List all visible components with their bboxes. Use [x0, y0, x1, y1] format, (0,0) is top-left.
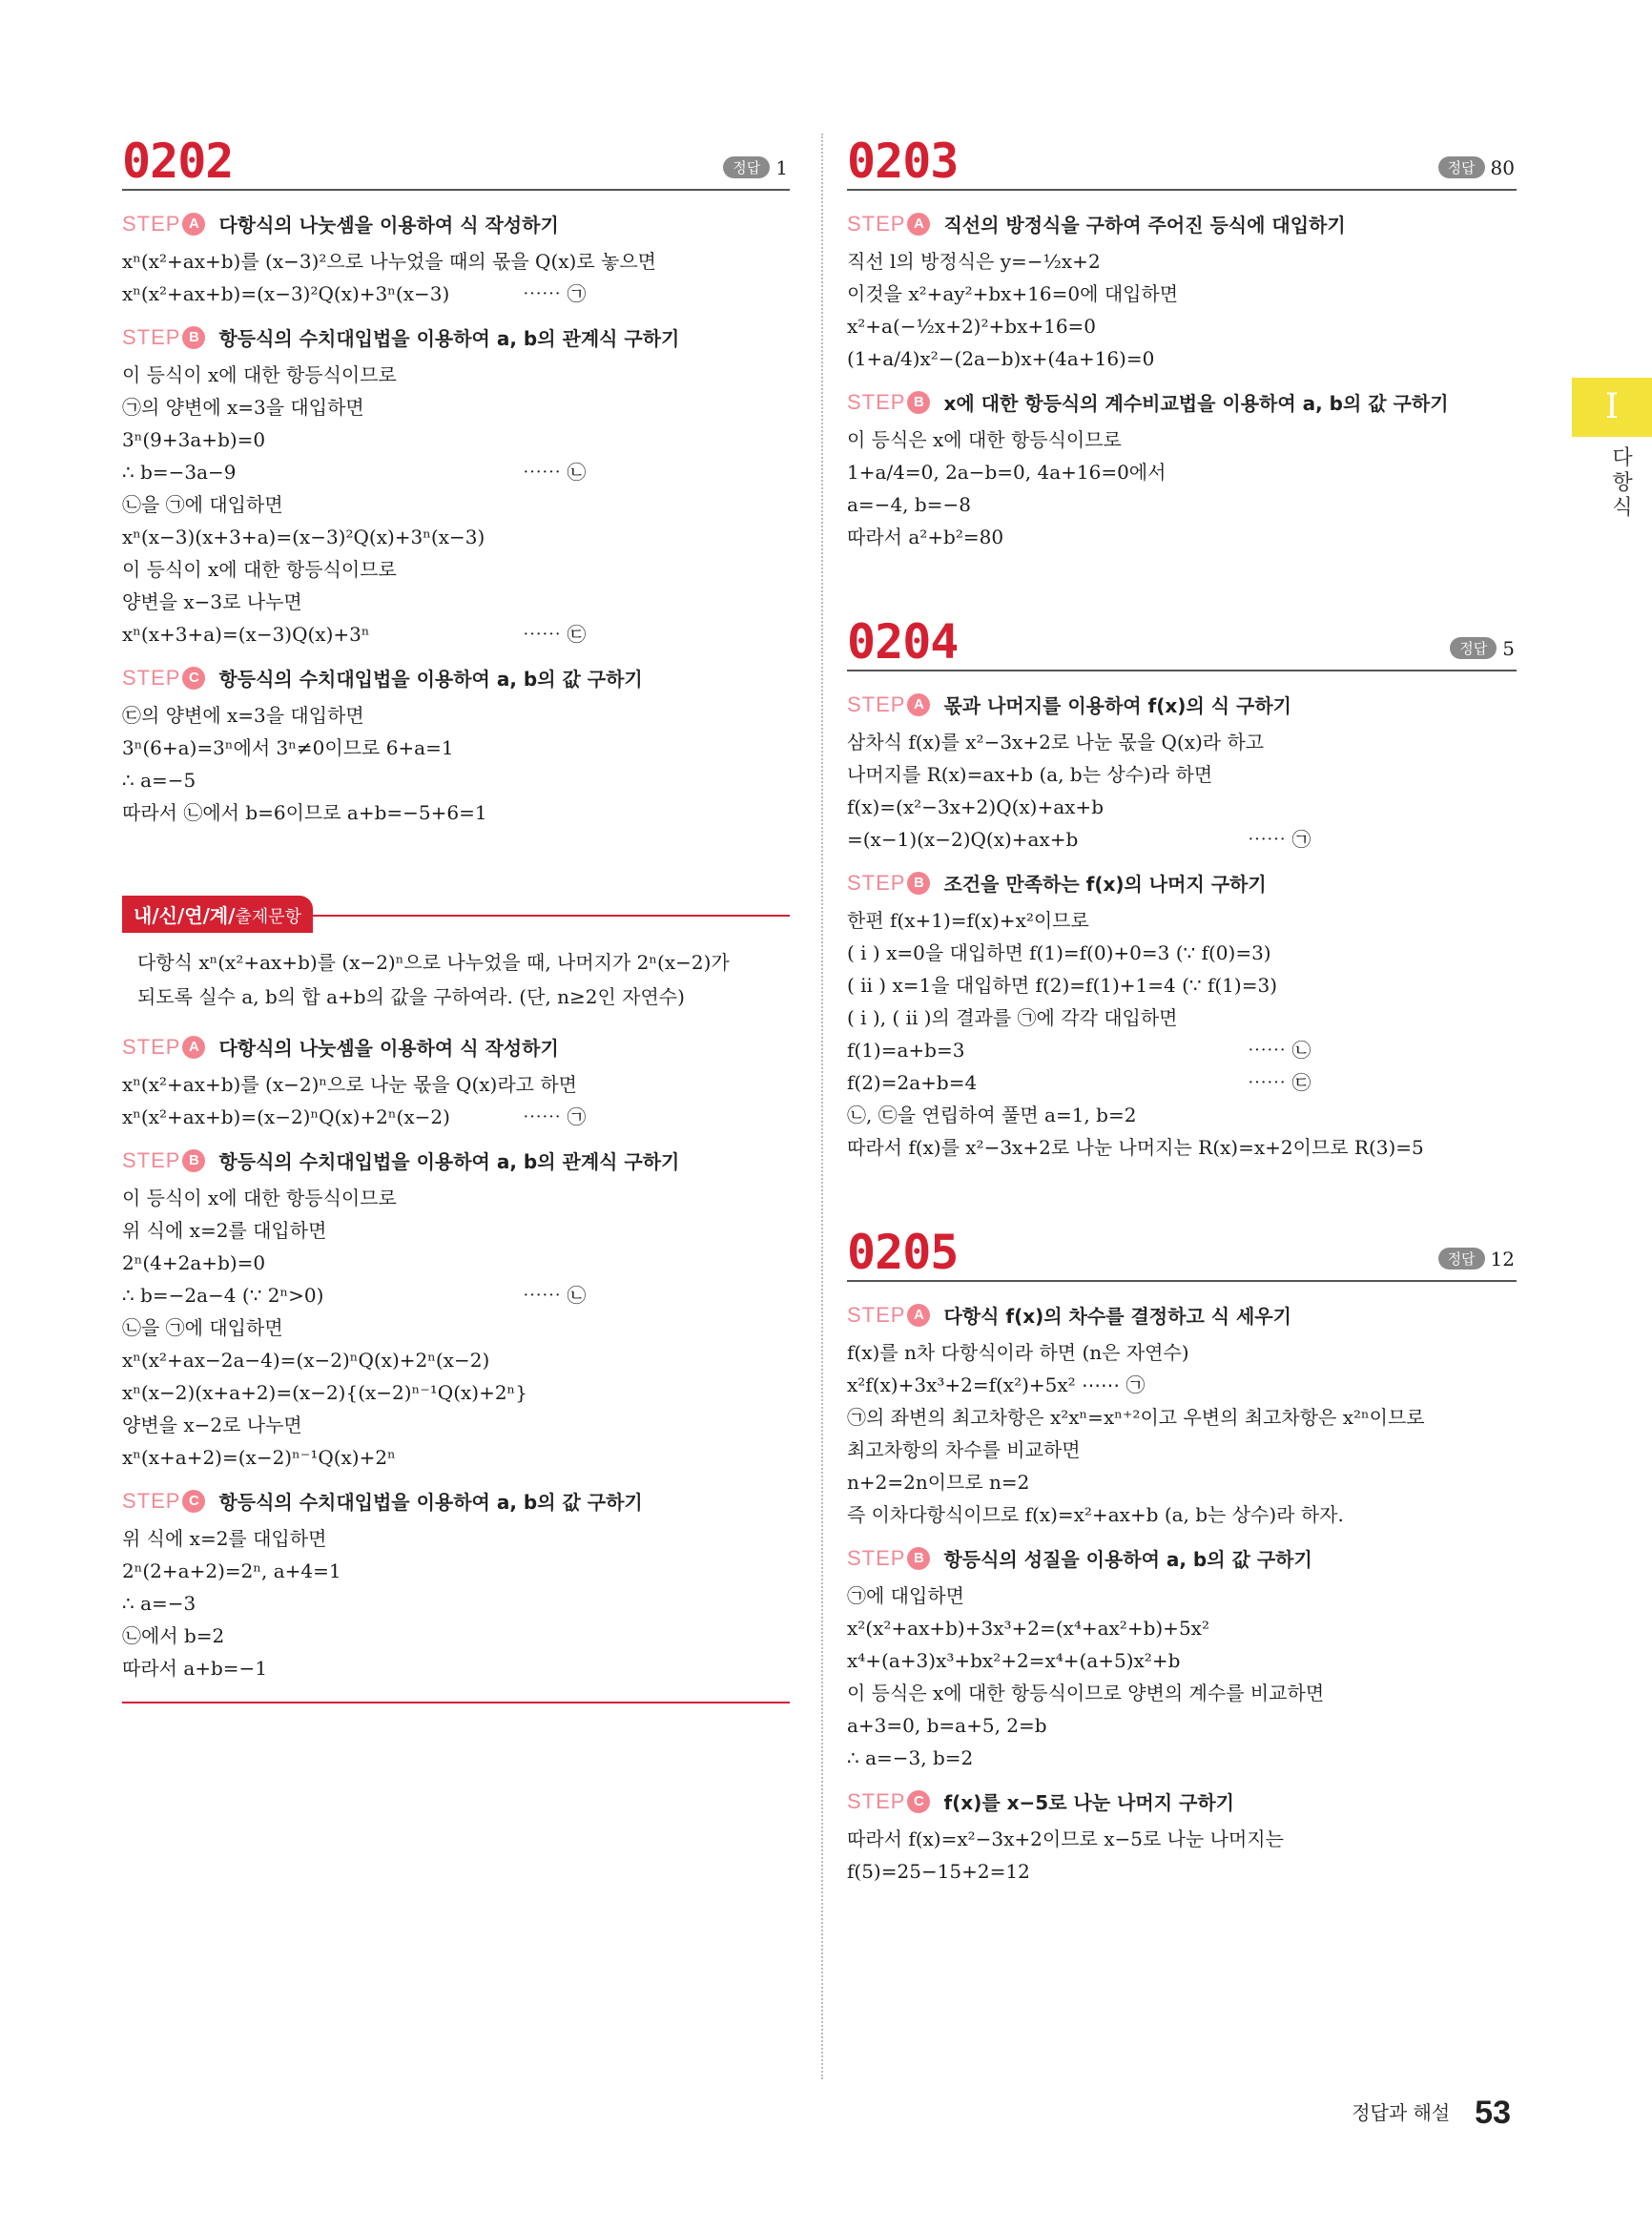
column-divider — [821, 134, 823, 2079]
line-text: xⁿ(x²+ax+b)=(x−2)ⁿQ(x)+2ⁿ(x−2) — [122, 1105, 450, 1128]
line-text: 이 등식은 x에 대한 항등식이므로 양변의 계수를 비교하면 — [847, 1682, 1325, 1704]
solution-line — [847, 904, 1517, 937]
solution-line — [847, 1709, 1517, 1742]
step-letter-icon: C — [182, 1490, 205, 1513]
chapter-label: 다항식 — [1612, 446, 1633, 520]
step-letter-icon: B — [182, 1149, 205, 1172]
line-text: xⁿ(x²+ax+b)를 (x−3)²으로 나누었을 때의 몫을 Q(x)로 놓으면 — [122, 250, 656, 273]
step-title: 항등식의 성질을 이용하여 a, b의 값 구하기 — [943, 1548, 1312, 1571]
answer-value: 1 — [775, 156, 788, 179]
line-text: 이 등식이 x에 대한 항등식이므로 — [122, 1187, 397, 1209]
solution-line — [122, 1620, 790, 1652]
line-text: xⁿ(x²+ax−2a−4)=(x−2)ⁿQ(x)+2ⁿ(x−2) — [122, 1349, 490, 1372]
line-text: xⁿ(x−2)(x+a+2)=(x−2){(x−2)ⁿ⁻¹Q(x)+2ⁿ} — [122, 1381, 527, 1404]
question-line: 되도록 실수 a, b의 합 a+b의 값을 구하여라. (단, n≥2인 자연수) — [137, 985, 685, 1008]
step-heading — [847, 1544, 1517, 1572]
solution-line — [122, 1068, 790, 1101]
line-text: ∴ b=−2a−4 (∵ 2ⁿ>0) — [122, 1284, 324, 1307]
line-text: f(5)=25−15+2=12 — [847, 1860, 1030, 1883]
step-word: STEP — [847, 1545, 906, 1570]
solution-line — [122, 586, 790, 618]
step-heading — [122, 323, 790, 351]
solution-line — [847, 1434, 1517, 1466]
solution-line — [122, 1247, 790, 1279]
solution-line — [847, 1066, 1517, 1099]
solution-line — [122, 1522, 790, 1555]
line-text: xⁿ(x+a+2)=(x−2)ⁿ⁻¹Q(x)+2ⁿ — [122, 1446, 396, 1469]
line-text: f(1)=a+b=3 — [847, 1039, 965, 1062]
line-text: ㉡에서 b=2 — [122, 1624, 225, 1647]
answer-value: 80 — [1490, 156, 1515, 179]
line-text: n+2=2n이므로 n=2 — [847, 1471, 1030, 1494]
line-text: xⁿ(x²+ax+b)를 (x−2)ⁿ으로 나눈 몫을 Q(x)라고 하면 — [122, 1073, 577, 1096]
line-text: xⁿ(x²+ax+b)=(x−3)²Q(x)+3ⁿ(x−3) — [122, 282, 450, 305]
step-title: 항등식의 수치대입법을 이용하여 a, b의 관계식 구하기 — [218, 327, 680, 350]
line-text: ( ii ) x=1을 대입하면 f(2)=f(1)+1=4 (∵ f(1)=3) — [847, 974, 1277, 997]
step-word: STEP — [122, 1034, 181, 1059]
line-text: 1+a/4=0, 2a−b=0, 4a+16=0에서 — [847, 461, 1167, 484]
step-title: 몫과 나머지를 이용하여 f(x)의 식 구하기 — [943, 694, 1291, 717]
line-text: 이 등식이 x에 대한 항등식이므로 — [122, 363, 397, 386]
answer-label: 정답 — [1438, 156, 1485, 178]
answer-value: 12 — [1490, 1248, 1515, 1270]
solution-line — [847, 1369, 1517, 1401]
solution-line — [847, 342, 1517, 375]
line-text: f(x)를 n차 다항식이라 하면 (n은 자연수) — [847, 1341, 1189, 1364]
step-title: 항등식의 수치대입법을 이용하여 a, b의 값 구하기 — [218, 668, 643, 691]
solution-line — [847, 521, 1517, 553]
solution-line — [847, 791, 1517, 823]
line-text: xⁿ(x+3+a)=(x−3)Q(x)+3ⁿ — [122, 623, 370, 646]
line-text: 삼차식 f(x)를 x²−3x+2로 나눈 몫을 Q(x)라 하고 — [847, 731, 1265, 754]
solution-steps — [847, 210, 1517, 553]
line-text: 이 등식이 x에 대한 항등식이므로 — [122, 558, 397, 581]
step-word: STEP — [122, 1488, 181, 1513]
line-text: ∴ a=−5 — [122, 769, 196, 792]
solution-line — [122, 1344, 790, 1376]
solution-line — [122, 732, 790, 764]
solution-line — [847, 1498, 1517, 1531]
solution-line — [847, 278, 1517, 310]
solution-line — [847, 1644, 1517, 1677]
naesin-tag-sub: 출제문항 — [235, 907, 302, 927]
step-word: STEP — [847, 870, 906, 895]
solution-line — [847, 823, 1517, 856]
solution-line — [122, 1311, 790, 1344]
solution-steps — [122, 210, 790, 829]
answer-label: 정답 — [1450, 637, 1497, 659]
solution-line — [122, 521, 790, 553]
answer-value: 5 — [1502, 637, 1515, 660]
step-heading — [122, 1146, 790, 1174]
solution-line — [122, 278, 790, 310]
solution-line — [847, 310, 1517, 342]
step-heading — [847, 1301, 1517, 1329]
line-text: 이 등식은 x에 대한 항등식이므로 — [847, 428, 1122, 451]
answer-box — [1450, 637, 1515, 660]
step-letter-icon: C — [182, 667, 205, 690]
solution-line — [847, 1466, 1517, 1498]
step-heading — [122, 1033, 790, 1061]
step-title: 조건을 만족하는 f(x)의 나머지 구하기 — [943, 873, 1267, 896]
line-text: 2ⁿ(2+a+2)=2ⁿ, a+4=1 — [122, 1559, 341, 1582]
step-heading — [847, 691, 1517, 718]
problem-header — [847, 614, 1517, 671]
problem-number: 0204 — [847, 614, 959, 670]
equation-marker: ⋯⋯ ㉢ — [523, 623, 587, 646]
solution-line — [122, 796, 790, 829]
solution-line — [122, 488, 790, 521]
page-footer — [1352, 2095, 1511, 2132]
line-text: f(x)=(x²−3x+2)Q(x)+ax+b — [847, 795, 1104, 818]
step-title: 항등식의 수치대입법을 이용하여 a, b의 관계식 구하기 — [218, 1150, 680, 1173]
naesin-steps — [122, 1033, 790, 1684]
line-text: 나머지를 R(x)=ax+b (a, b는 상수)라 하면 — [847, 763, 1213, 786]
solution-line — [847, 1131, 1517, 1164]
equation-marker: ⋯⋯ ㉠ — [523, 1105, 587, 1128]
solution-line — [847, 969, 1517, 1001]
problem-0205 — [847, 1225, 1517, 1888]
line-text: 즉 이차다항식이므로 f(x)=x²+ax+b (a, b는 상수)라 하자. — [847, 1503, 1344, 1526]
solution-steps — [847, 1301, 1517, 1888]
problem-number: 0203 — [847, 134, 959, 189]
solution-line — [122, 1652, 790, 1684]
chapter-tab[interactable]: I — [1572, 378, 1652, 437]
footer-label: 정답과 해설 — [1352, 2101, 1451, 2124]
line-text: xⁿ(x−3)(x+3+a)=(x−3)²Q(x)+3ⁿ(x−3) — [122, 526, 485, 548]
step-word: STEP — [847, 1302, 906, 1327]
step-title: f(x)를 x−5로 나눈 나머지 구하기 — [943, 1791, 1234, 1814]
line-text: 따라서 f(x)=x²−3x+2이므로 x−5로 나눈 나머지는 — [847, 1827, 1284, 1850]
line-text: ∴ a=−3, b=2 — [847, 1746, 974, 1769]
solution-line — [122, 1376, 790, 1409]
solution-line — [122, 359, 790, 391]
line-text: ㉡을 ㉠에 대입하면 — [122, 1316, 283, 1339]
step-letter-icon: A — [182, 1036, 205, 1059]
line-text: a=−4, b=−8 — [847, 493, 971, 516]
step-heading — [122, 664, 790, 692]
problem-0202 — [122, 134, 790, 829]
solution-line — [122, 456, 790, 488]
line-text: ㉡, ㉢을 연립하여 풀면 a=1, b=2 — [847, 1104, 1137, 1126]
equation-marker: ⋯⋯ ㉠ — [523, 282, 587, 305]
line-text: 위 식에 x=2를 대입하면 — [122, 1219, 327, 1242]
step-word: STEP — [122, 665, 181, 690]
solution-steps — [847, 691, 1517, 1164]
solution-line — [122, 764, 790, 796]
problem-0204 — [847, 614, 1517, 1164]
solution-line — [122, 1182, 790, 1214]
solution-line — [847, 1099, 1517, 1131]
solution-line — [122, 618, 790, 650]
line-text: x⁴+(a+3)x³+bx²+2=x⁴+(a+5)x²+b — [847, 1649, 1181, 1672]
solution-line — [122, 1555, 790, 1587]
equation-marker: ⋯⋯ ㉡ — [523, 1284, 587, 1307]
step-word: STEP — [847, 692, 906, 716]
step-title: x에 대한 항등식의 계수비교법을 이용하여 a, b의 값 구하기 — [943, 392, 1449, 415]
line-text: ㉢의 양변에 x=3을 대입하면 — [122, 704, 364, 727]
step-letter-icon: B — [182, 326, 205, 349]
equation-marker: ⋯⋯ ㉢ — [1248, 1071, 1311, 1094]
step-title: 다항식의 나눗셈을 이용하여 식 작성하기 — [218, 214, 559, 237]
solution-line — [122, 1409, 790, 1441]
line-text: ∴ b=−3a−9 — [122, 461, 237, 484]
solution-line — [847, 758, 1517, 791]
step-word: STEP — [122, 211, 181, 236]
naesin-bottom-rule — [122, 1702, 790, 1703]
line-text: ㉠에 대입하면 — [847, 1584, 964, 1607]
step-heading — [122, 1487, 790, 1515]
solution-line — [847, 245, 1517, 278]
answer-label: 정답 — [1438, 1248, 1485, 1270]
step-word: STEP — [847, 1788, 906, 1813]
right-column — [847, 134, 1517, 1888]
solution-line — [847, 488, 1517, 521]
answer-box — [1438, 1248, 1515, 1270]
step-letter-icon: B — [907, 391, 930, 414]
solution-line — [122, 553, 790, 586]
equation-marker: ⋯⋯ ㉡ — [523, 461, 587, 484]
line-text: 2ⁿ(4+2a+b)=0 — [122, 1251, 266, 1274]
solution-line — [847, 1823, 1517, 1855]
step-heading — [847, 388, 1517, 416]
solution-line — [122, 1441, 790, 1474]
line-text: a+3=0, b=a+5, 2=b — [847, 1714, 1047, 1737]
solution-line — [847, 1742, 1517, 1774]
line-text: 따라서 f(x)를 x²−3x+2로 나눈 나머지는 R(x)=x+2이므로 R(3)=5 — [847, 1136, 1424, 1159]
problem-number: 0202 — [122, 134, 234, 189]
left-column — [122, 134, 790, 1703]
step-letter-icon: B — [907, 1547, 930, 1570]
solution-line — [847, 1401, 1517, 1434]
line-text: 직선 l의 방정식은 y=−½x+2 — [847, 250, 1101, 273]
step-letter-icon: A — [907, 1304, 930, 1327]
line-text: ㉠의 양변에 x=3을 대입하면 — [122, 396, 364, 419]
step-word: STEP — [847, 389, 906, 414]
solution-line — [122, 1279, 790, 1311]
line-text: 최고차항의 차수를 비교하면 — [847, 1438, 1081, 1461]
page-number: 53 — [1475, 2095, 1511, 2131]
question-line: 다항식 xⁿ(x²+ax+b)를 (x−2)ⁿ으로 나누었을 때, 나머지가 2ⁿ(x−2)가 — [137, 951, 730, 974]
step-word: STEP — [122, 324, 181, 349]
solution-line — [847, 1336, 1517, 1369]
line-text: x²f(x)+3x³+2=f(x²)+5x² ⋯⋯ ㉠ — [847, 1373, 1146, 1396]
solution-line — [847, 1001, 1517, 1034]
solution-line — [122, 1101, 790, 1133]
problem-header — [847, 1225, 1517, 1282]
step-heading — [122, 210, 790, 237]
step-word: STEP — [847, 211, 906, 236]
answer-box — [723, 156, 788, 179]
line-text: 따라서 a²+b²=80 — [847, 526, 1004, 548]
step-letter-icon: A — [182, 213, 205, 236]
line-text: (1+a/4)x²−(2a−b)x+(4a+16)=0 — [847, 347, 1155, 370]
solution-line — [847, 456, 1517, 488]
step-word: STEP — [122, 1147, 181, 1172]
step-title: 다항식 f(x)의 차수를 결정하고 식 세우기 — [943, 1305, 1291, 1328]
line-text: x²+a(−½x+2)²+bx+16=0 — [847, 315, 1097, 338]
step-letter-icon: A — [907, 213, 930, 236]
solution-line — [847, 937, 1517, 969]
line-text: x²(x²+ax+b)+3x³+2=(x⁴+ax²+b)+5x² — [847, 1617, 1209, 1640]
solution-line — [847, 1612, 1517, 1644]
step-heading — [847, 1787, 1517, 1815]
naesin-question — [122, 934, 790, 1020]
solution-line — [847, 1855, 1517, 1888]
line-text: ( i ) x=0을 대입하면 f(1)=f(0)+0=3 (∵ f(0)=3) — [847, 941, 1271, 964]
equation-marker: ⋯⋯ ㉠ — [1248, 828, 1311, 851]
step-heading — [847, 210, 1517, 237]
problem-header — [847, 134, 1517, 191]
solution-line — [847, 726, 1517, 758]
step-letter-icon: A — [907, 693, 930, 716]
solution-line — [122, 391, 790, 423]
solution-line — [122, 423, 790, 456]
line-text: 양변을 x−2로 나누면 — [122, 1414, 302, 1436]
solution-line — [847, 1580, 1517, 1612]
problem-header — [122, 134, 790, 191]
solution-line — [122, 699, 790, 732]
step-title: 직선의 방정식을 구하여 주어진 등식에 대입하기 — [943, 214, 1346, 237]
step-letter-icon: C — [907, 1790, 930, 1813]
line-text: 양변을 x−3로 나누면 — [122, 590, 302, 613]
step-title: 다항식의 나눗셈을 이용하여 식 작성하기 — [218, 1037, 559, 1060]
line-text: 이것을 x²+ay²+bx+16=0에 대입하면 — [847, 282, 1179, 305]
problem-number: 0205 — [847, 1225, 959, 1280]
naesin-tag: 내/신/연/계/출제문항 — [122, 896, 313, 933]
line-text: f(2)=2a+b=4 — [847, 1071, 978, 1094]
equation-marker: ⋯⋯ ㉡ — [1248, 1039, 1311, 1062]
line-text: 위 식에 x=2를 대입하면 — [122, 1527, 327, 1550]
solution-line — [847, 423, 1517, 456]
problem-0203 — [847, 134, 1517, 553]
line-text: ㉡을 ㉠에 대입하면 — [122, 493, 283, 516]
line-text: 따라서 a+b=−1 — [122, 1657, 268, 1680]
answer-box — [1438, 156, 1515, 179]
line-text: ㉠의 좌변의 최고차항은 x²xⁿ=xⁿ⁺²이고 우변의 최고차항은 x²ⁿ이므로 — [847, 1406, 1425, 1429]
line-text: =(x−1)(x−2)Q(x)+ax+b — [847, 828, 1079, 851]
solution-line — [847, 1677, 1517, 1709]
step-heading — [847, 869, 1517, 897]
line-text: 3ⁿ(9+3a+b)=0 — [122, 428, 266, 451]
line-text: 3ⁿ(6+a)=3ⁿ에서 3ⁿ≠0이므로 6+a=1 — [122, 736, 454, 759]
step-letter-icon: B — [907, 872, 930, 895]
answer-label: 정답 — [723, 156, 770, 178]
solution-line — [847, 1034, 1517, 1066]
solution-line — [122, 1587, 790, 1620]
line-text: ∴ a=−3 — [122, 1592, 196, 1615]
step-title: 항등식의 수치대입법을 이용하여 a, b의 값 구하기 — [218, 1491, 643, 1514]
line-text: 한편 f(x+1)=f(x)+x²이므로 — [847, 909, 1089, 932]
solution-line — [122, 1214, 790, 1247]
naesin-section — [122, 896, 790, 1703]
line-text: ( i ), ( ii )의 결과를 ㉠에 각각 대입하면 — [847, 1006, 1178, 1029]
solution-line — [122, 245, 790, 278]
line-text: 따라서 ㉡에서 b=6이므로 a+b=−5+6=1 — [122, 801, 487, 824]
